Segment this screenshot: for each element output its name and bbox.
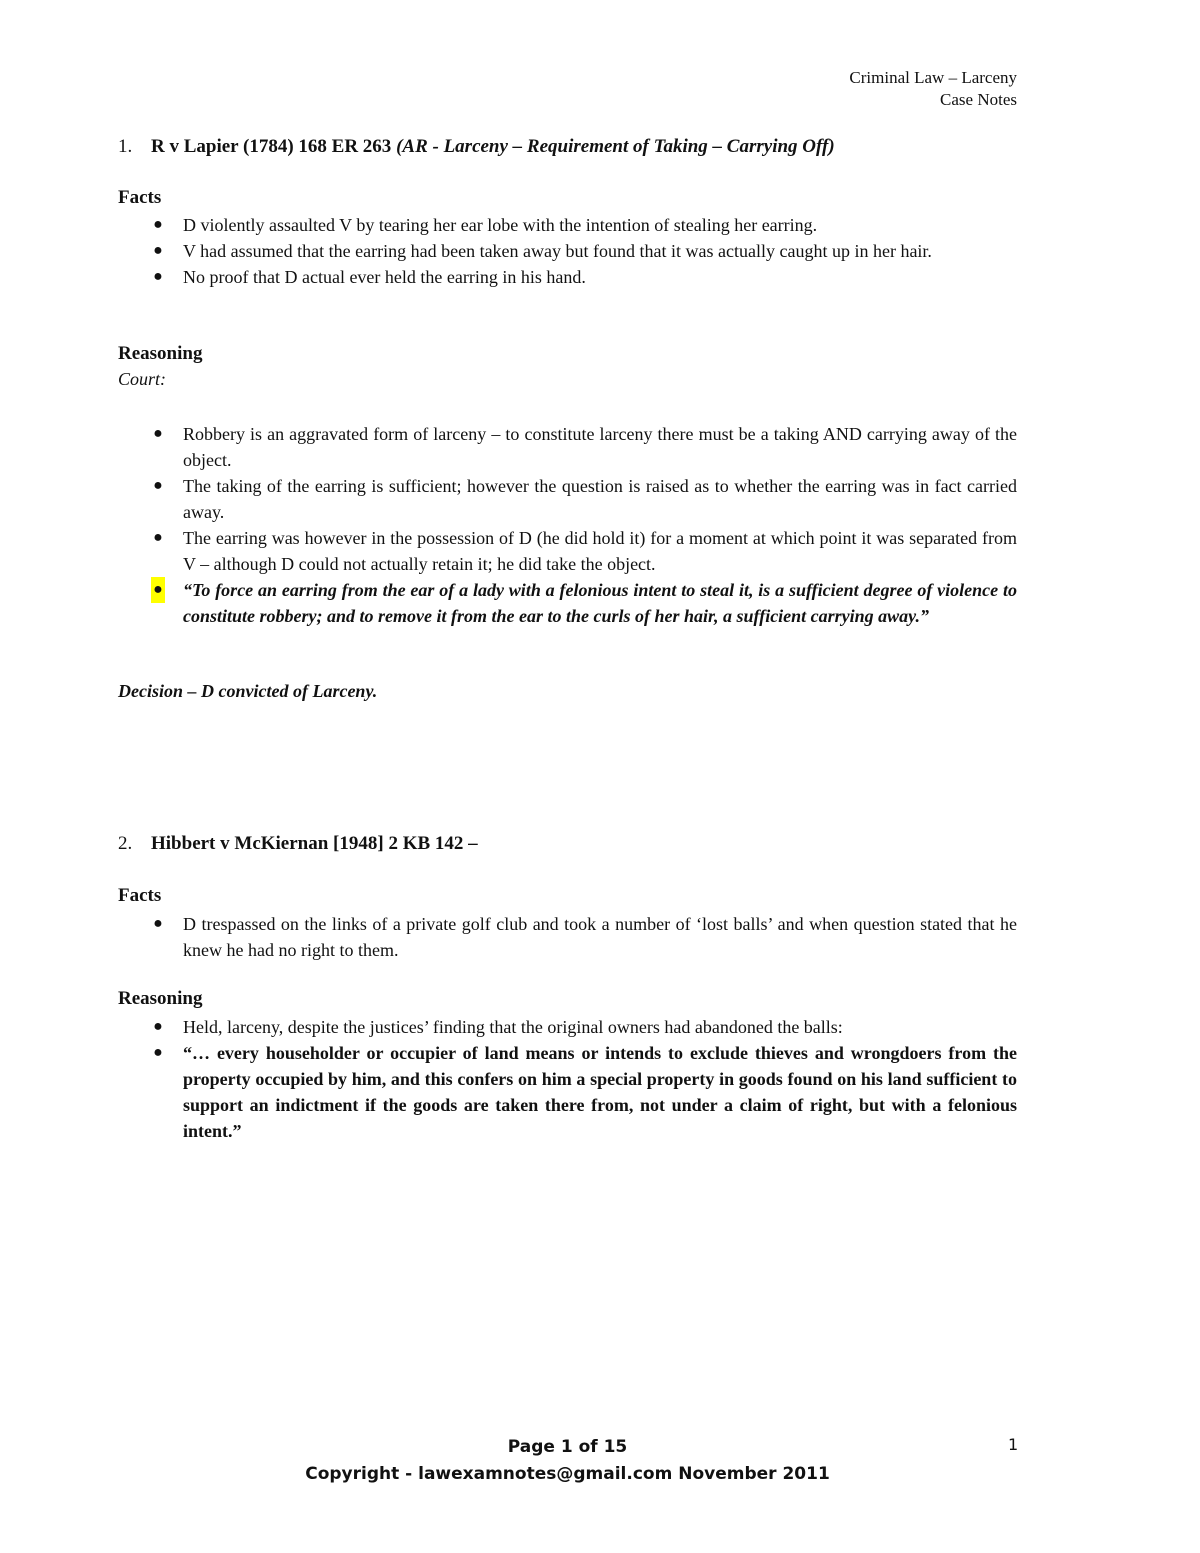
document-header-subtitle: Case Notes xyxy=(940,90,1017,109)
case-1-subtitle: (AR - Larceny – Requirement of Taking – Carrying Off) xyxy=(396,136,835,157)
page-indicator: Page 1 of 15 xyxy=(507,1437,628,1457)
court-label: Court: xyxy=(118,369,167,389)
case-1-reasoning-list xyxy=(118,421,1017,629)
bullet-icon: ● xyxy=(153,216,163,233)
fact-text: D trespassed on the links of a private golf club and took a number of ‘lost balls’ and when question stated that he knew he had no right to them. xyxy=(183,914,1017,960)
bullet-icon: ● xyxy=(153,268,163,285)
bullet-icon: ● xyxy=(153,1018,163,1035)
bullet-icon: ● xyxy=(153,242,163,259)
case-1-number: 1. xyxy=(118,136,133,157)
case-1-decision: Decision – D convicted of Larceny. xyxy=(118,681,378,701)
list-item xyxy=(118,911,1017,963)
copyright-notice: Copyright - lawexamnotes@gmail.com November 2011 xyxy=(305,1464,830,1484)
list-item xyxy=(118,1014,1017,1040)
list-item xyxy=(118,1040,1017,1144)
case-2-quote: “… every householder or occupier of land means or intends to exclude thieves and wrongdoers from the property occupied by him, and this confers on him a special property in goods found on his land sufficient to support an indictment if the goods are taken there from, not under a claim of right, but with a felonious intent.” xyxy=(183,1043,1017,1141)
bullet-icon: ● xyxy=(153,1044,163,1061)
list-item xyxy=(118,577,1017,629)
reasoning-text: The earring was however in the possession of D (he did hold it) for a moment at which point it was separated from V – although D could not actually retain it; he did take the object. xyxy=(183,528,1017,574)
bullet-icon: ● xyxy=(153,477,163,494)
bullet-icon: ● xyxy=(153,425,163,442)
case-2-facts-heading: Facts xyxy=(118,885,162,906)
reasoning-text: The taking of the earring is sufficient; however the question is raised as to whether the earring was in fact carried away. xyxy=(183,476,1017,522)
highlighted-bullet-icon: ● xyxy=(151,577,165,603)
list-item xyxy=(118,264,1017,290)
case-2-heading xyxy=(118,833,478,855)
list-item xyxy=(118,212,1017,238)
list-item xyxy=(118,473,1017,525)
case-2-facts-list xyxy=(118,911,1017,963)
case-2-reasoning-list xyxy=(118,1014,1017,1144)
fact-text: D violently assaulted V by tearing her ear lobe with the intention of stealing her earring. xyxy=(183,215,818,235)
list-item xyxy=(118,421,1017,473)
case-1-quote: “To force an earring from the ear of a lady with a felonious intent to steal it, is a sufficient degree of violence to constitute robbery; and to remove it from the ear to the curls of her hair, a sufficient carrying away.” xyxy=(183,580,1017,626)
list-item xyxy=(118,238,1017,264)
list-item xyxy=(118,525,1017,577)
reasoning-text: Held, larceny, despite the justices’ finding that the original owners had abandoned the balls: xyxy=(183,1017,843,1037)
case-1-reasoning-heading: Reasoning xyxy=(118,343,203,364)
bullet-icon: ● xyxy=(153,529,163,546)
case-1-facts-list xyxy=(118,212,1017,290)
case-1-heading xyxy=(118,136,835,158)
reasoning-text: Robbery is an aggravated form of larceny – to constitute larceny there must be a taking AND carrying away of the object. xyxy=(183,424,1017,470)
fact-text: No proof that D actual ever held the earring in his hand. xyxy=(183,267,586,287)
case-1-facts-heading: Facts xyxy=(118,187,162,208)
case-2-reasoning-heading: Reasoning xyxy=(118,988,203,1009)
bullet-icon: ● xyxy=(153,915,163,932)
fact-text: V had assumed that the earring had been taken away but found that it was actually caught up in her hair. xyxy=(183,241,932,261)
case-2-title: Hibbert v McKiernan [1948] 2 KB 142 – xyxy=(151,833,478,854)
case-2-number: 2. xyxy=(118,833,133,854)
case-1-title: R v Lapier (1784) 168 ER 263 xyxy=(151,136,397,157)
page-number: 1 xyxy=(1008,1435,1019,1454)
document-header-title: Criminal Law – Larceny xyxy=(849,68,1017,87)
